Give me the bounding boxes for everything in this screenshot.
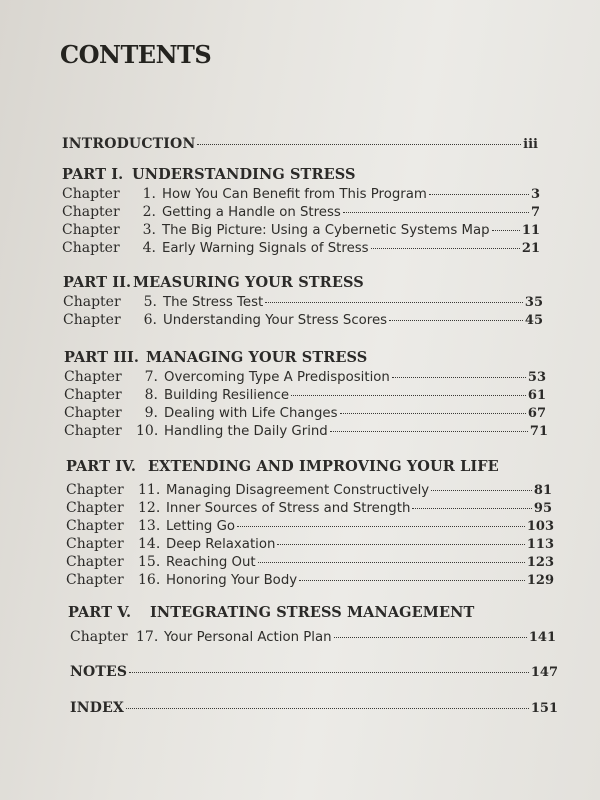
- part-number: PART IV.: [66, 458, 137, 475]
- dot-leader: [237, 526, 525, 527]
- entry-label: INDEX: [70, 700, 125, 716]
- dot-leader: [343, 212, 529, 213]
- toc-entry-index: [70, 700, 558, 716]
- dot-leader: [492, 230, 520, 231]
- dot-leader: [334, 637, 527, 638]
- chapter-label: Chapter: [63, 312, 121, 328]
- part-title: EXTENDING AND IMPROVING YOUR LIFE: [148, 458, 499, 475]
- part-number: PART II.: [63, 274, 132, 291]
- chapter-title: Building Resilience: [164, 388, 290, 403]
- chapter-label: Chapter: [66, 518, 124, 534]
- part-heading: [64, 349, 367, 366]
- chapter-title: Understanding Your Stress Scores: [163, 313, 388, 328]
- chapter-title: Reaching Out: [166, 555, 256, 570]
- dot-leader: [429, 194, 529, 195]
- chapter-label: Chapter: [66, 482, 124, 498]
- chapter-number: 2.: [142, 204, 156, 220]
- page-number: 61: [527, 388, 546, 403]
- page-number: 7: [530, 205, 540, 220]
- toc-entry-notes: [70, 664, 558, 680]
- chapter-title: Dealing with Life Changes: [164, 406, 338, 421]
- chapter-title: Early Warning Signals of Stress: [162, 241, 369, 256]
- dot-leader: [299, 580, 525, 581]
- chapter-number: 11.: [138, 482, 161, 498]
- toc-chapter-entry: [66, 536, 554, 552]
- part-title: MEASURING YOUR STRESS: [133, 274, 364, 291]
- page-number: 123: [526, 555, 554, 570]
- chapter-label: Chapter: [70, 629, 128, 645]
- chapter-label: Chapter: [66, 572, 124, 588]
- chapter-label: Chapter: [64, 369, 122, 385]
- page-number: 129: [526, 573, 554, 588]
- toc-chapter-entry: [64, 423, 548, 439]
- chapter-label: Chapter: [63, 294, 121, 310]
- dot-leader: [330, 431, 528, 432]
- chapter-title: Deep Relaxation: [166, 537, 276, 552]
- chapter-label: Chapter: [62, 186, 120, 202]
- part-title: MANAGING YOUR STRESS: [146, 349, 368, 366]
- entry-label: NOTES: [70, 664, 128, 680]
- page-number: 147: [530, 665, 558, 680]
- dot-leader: [291, 395, 526, 396]
- part-heading: [68, 604, 474, 621]
- chapter-number: 5.: [143, 294, 157, 310]
- toc-chapter-entry: [63, 294, 543, 310]
- toc-chapter-entry: [66, 500, 552, 516]
- toc-chapter-entry: [62, 186, 540, 202]
- dot-leader: [392, 377, 526, 378]
- part-number: PART III.: [64, 349, 140, 366]
- dot-leader: [412, 508, 532, 509]
- chapter-title: Honoring Your Body: [166, 573, 298, 588]
- chapter-title: Letting Go: [166, 519, 236, 534]
- page-number: 81: [533, 483, 552, 498]
- part-heading: [62, 166, 356, 183]
- chapter-label: Chapter: [62, 204, 120, 220]
- dot-leader: [389, 320, 523, 321]
- toc-chapter-entry: [66, 572, 554, 588]
- dot-leader: [340, 413, 526, 414]
- chapter-number: 7.: [144, 369, 158, 385]
- toc-entry-introduction: [62, 136, 538, 152]
- part-number: PART I.: [62, 166, 124, 183]
- page-number: 95: [533, 501, 552, 516]
- chapter-label: Chapter: [66, 500, 124, 516]
- dot-leader: [277, 544, 524, 545]
- chapter-label: Chapter: [64, 387, 122, 403]
- chapter-number: 13.: [138, 518, 161, 534]
- part-heading: [66, 458, 499, 475]
- chapter-title: The Stress Test: [163, 295, 264, 310]
- chapter-title: Inner Sources of Stress and Strength: [166, 501, 411, 516]
- dot-leader: [258, 562, 525, 563]
- page-number: 151: [530, 701, 558, 716]
- chapter-label: Chapter: [66, 554, 124, 570]
- entry-label: INTRODUCTION: [62, 136, 196, 152]
- chapter-title: Your Personal Action Plan: [164, 630, 332, 645]
- page-number: 35: [524, 295, 543, 310]
- page-number: 45: [524, 313, 543, 328]
- part-heading: [63, 274, 364, 291]
- chapter-number: 17.: [136, 629, 159, 645]
- page-number: 113: [526, 537, 554, 552]
- chapter-label: Chapter: [66, 536, 124, 552]
- toc-chapter-entry: [66, 518, 554, 534]
- chapter-title: Getting a Handle on Stress: [162, 205, 341, 220]
- dot-leader: [129, 672, 529, 673]
- chapter-number: 12.: [138, 500, 161, 516]
- chapter-number: 8.: [144, 387, 158, 403]
- chapter-title: How You Can Benefit from This Program: [162, 187, 427, 202]
- chapter-number: 15.: [138, 554, 161, 570]
- part-title: UNDERSTANDING STRESS: [132, 166, 356, 183]
- chapter-label: Chapter: [62, 240, 120, 256]
- page-number: iii: [523, 137, 538, 152]
- chapter-number: 4.: [142, 240, 156, 256]
- page-number: 21: [521, 241, 540, 256]
- chapter-label: Chapter: [64, 405, 122, 421]
- chapter-label: Chapter: [64, 423, 122, 439]
- chapter-title: Overcoming Type A Predisposition: [164, 370, 390, 385]
- toc-chapter-entry: [63, 312, 543, 328]
- chapter-number: 9.: [144, 405, 158, 421]
- page-number: 141: [528, 630, 556, 645]
- page-title: CONTENTS: [60, 40, 212, 69]
- chapter-number: 14.: [138, 536, 161, 552]
- page-number: 103: [526, 519, 554, 534]
- toc-chapter-entry: [70, 629, 556, 645]
- page-number: 53: [527, 370, 546, 385]
- dot-leader: [371, 248, 520, 249]
- toc-chapter-entry: [66, 554, 554, 570]
- dot-leader: [197, 144, 521, 145]
- toc-chapter-entry: [64, 405, 546, 421]
- toc-chapter-entry: [66, 482, 552, 498]
- chapter-label: Chapter: [62, 222, 120, 238]
- chapter-title: Handling the Daily Grind: [164, 424, 328, 439]
- dot-leader: [126, 708, 529, 709]
- chapter-title: The Big Picture: Using a Cybernetic Systems Map: [162, 223, 490, 238]
- chapter-number: 10.: [136, 423, 159, 439]
- dot-leader: [431, 490, 532, 491]
- part-number: PART V.: [68, 604, 132, 621]
- page-number: 11: [521, 223, 540, 238]
- toc-chapter-entry: [64, 387, 546, 403]
- toc-chapter-entry: [62, 204, 540, 220]
- toc-chapter-entry: [64, 369, 546, 385]
- chapter-number: 16.: [138, 572, 161, 588]
- dot-leader: [265, 302, 523, 303]
- toc-chapter-entry: [62, 222, 540, 238]
- chapter-number: 1.: [142, 186, 156, 202]
- page-number: 67: [527, 406, 546, 421]
- chapter-title: Managing Disagreement Constructively: [166, 483, 430, 498]
- chapter-number: 3.: [142, 222, 156, 238]
- toc-chapter-entry: [62, 240, 540, 256]
- page-number: 71: [529, 424, 548, 439]
- chapter-number: 6.: [143, 312, 157, 328]
- part-title: INTEGRATING STRESS MANAGEMENT: [150, 604, 475, 621]
- page-number: 3: [530, 187, 540, 202]
